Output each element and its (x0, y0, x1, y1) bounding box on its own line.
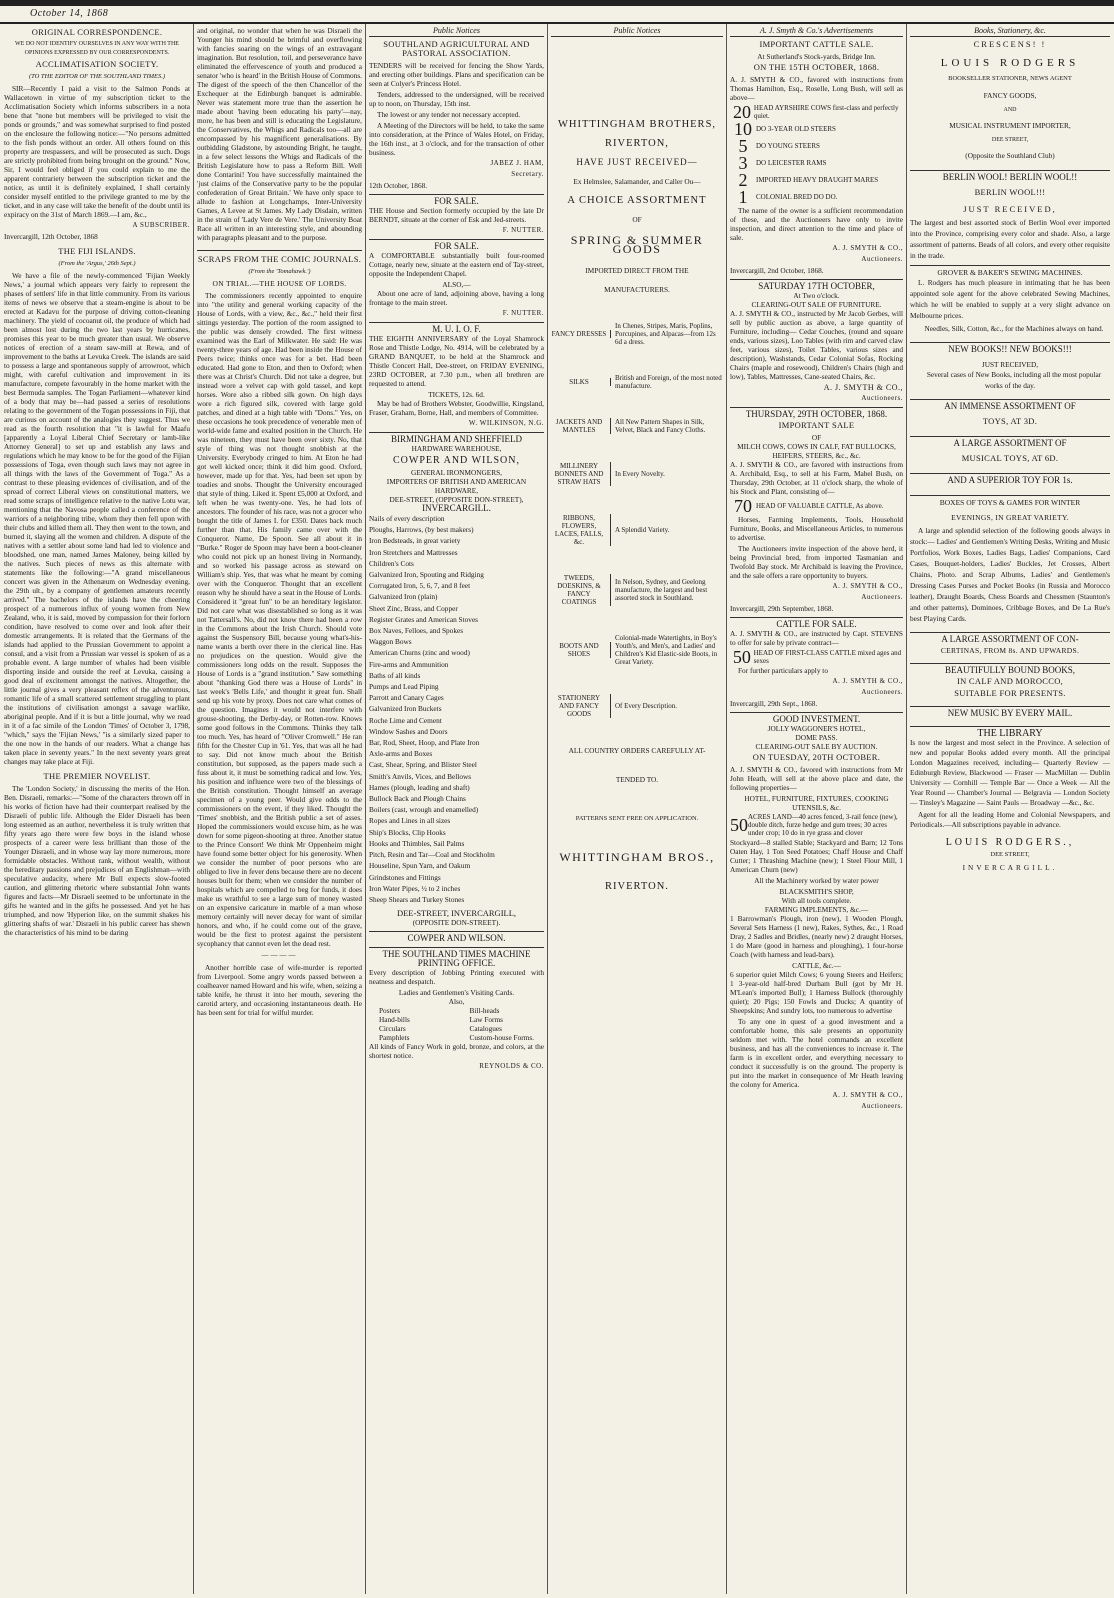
product-row (551, 374, 723, 390)
shop-signature-street: DEE STREET, (990, 851, 1030, 858)
product-text: In Chenes, Stripes, Maris, Poplins, Porcupines, and Alpacas—from 12s 6d a dress. (615, 322, 716, 346)
ad-date: ON TUESDAY, 20TH OCTOBER. (752, 752, 881, 762)
column-title: A. J. Smyth & Co.'s Advertisements (730, 26, 903, 37)
notice-title: THE SOUTHLAND TIMES MACHINE PRINTING OFFICE. (369, 947, 544, 968)
ad-dated: Invercargill, 29th September, 1868. (730, 604, 834, 613)
ad-title: CERTINAS, FROM 8s. AND UPWARDS. (940, 646, 1080, 655)
ad-title: A LARGE ASSORTMENT OF (910, 436, 1110, 448)
print-item: Bill-heads (469, 1006, 500, 1016)
hardware-item: Roche Lime and Cement (369, 715, 442, 725)
lot-row (730, 138, 903, 154)
hardware-item: Children's Cots (369, 558, 414, 568)
ad-time: At Two o'clock. (793, 291, 840, 300)
hardware-item: American Churns (zinc and wood) (369, 648, 470, 658)
choice-heading: A CHOICE ASSORTMENT (567, 195, 707, 206)
lot-text: IMPORTED HEAVY DRAUGHT MARES (756, 176, 879, 184)
notice-title: FOR SALE. (369, 239, 544, 251)
ad-body: To any one in quest of a good investment and a comfortable home, this sale presents an opportunity seldom met with. The hotel commands an excellent business, and has all the conveniences to increase it. The farm is in excellent order, and everything necessary to conduct it successfully is on the ground. The property is put into the market in consequence of Mr Heath leaving the colony for America. (730, 1017, 903, 1089)
shop-street: DEE STREET, (991, 137, 1029, 143)
hardware-item: Ploughs, Harrows, (by best makers) (369, 525, 474, 535)
ships-line: Ex Helmslee, Salamander, and Caller Ou— (573, 177, 701, 186)
print-item: Hand-bills (379, 1015, 410, 1025)
notice-body: THE House and Section formerly occupied by the late Dr BERNDT, situate at the corner of Esk and Jed-streets. (369, 206, 544, 224)
hardware-item: Ropes and Lines in all sizes (369, 816, 451, 826)
product-label: RIBBONS, FLOWERS, LACES, FALLS, &c. (551, 514, 611, 546)
ad-title: IMPORTANT CATTLE SALE. (759, 39, 874, 49)
shop-fancy: FANCY GOODS, (983, 91, 1037, 100)
ad-signature: A. J. SMYTH & CO., (832, 244, 903, 252)
product-row (551, 418, 723, 434)
ad-date: ON THE 15TH OCTOBER, 1868. (753, 62, 880, 72)
ad-title: BOXES OF TOYS & GAMES FOR WINTER (910, 495, 1110, 507)
lot-number: 3 (738, 153, 748, 173)
notice-body: About one acre of land, adjoining above, having a long frontage to the main street. (369, 289, 544, 307)
ad-dated: Invercargill, 2nd October, 1868. (730, 266, 824, 275)
ad-dated: Invercargill, 29th Sept., 1868. (730, 699, 818, 708)
article-subtitle: ON TRIAL.—THE HOUSE OF LORDS. (212, 279, 347, 288)
notice-title: FOR SALE. (369, 194, 544, 206)
hardware-item: Baths of all kinds (369, 670, 421, 680)
firm-address: DEE-STREET, INVERCARGILL, (396, 908, 517, 919)
ad-tools: With all tools complete. (781, 896, 852, 905)
notice-body: A COMFORTABLE substantially built four-roomed Cottage, nearly new, situate at the eastern end of Tay-street, opposite the Independent Chapel. (369, 251, 544, 278)
ad-signature: A. J. SMYTH & CO., (832, 582, 903, 590)
manufacturers-line: MANUFACTURERS. (604, 285, 670, 294)
novelist-body: The 'London Society,' in discussing the merits of the Hon. Ben. Disraeli, remarks:—"Some of the characters thrown off in his works of fiction have had their counterpart realised by the Disraeli of public life. Although the Elder Disraeli has been long esteemed as an author, nevertheless it is truly written that fifty years ago there were few boys in the island whose prospects of a career were less brilliant than those of the Younger Disraeli, and in whose way lay more numerous, more formidable obstacles. Without rank, without wealth, without the hereditary passions and prejudices of an Englishman—with speculative audacity, where Mr Bull expects slow-footed caution, and glittering rhetoric where substantial John wants figures and facts—Mr Disraeli seemed to be unfortunate in the gifts he wanted and in the gifts he possessed. And yet he has triumphed, and now 'Hyperion like, on the summit shakes his glittering shafts of war.' Disraeli in his public career has shewn the characteristics of his mind to be daring (4, 784, 190, 937)
product-label: MILLINERY BONNETS AND STRAW HATS (551, 462, 611, 486)
hardware-item: Galvanized Iron (plain) (369, 592, 438, 602)
notice-cards: Ladies and Gentlemen's Visiting Cards. (398, 988, 515, 998)
notice-date: 12th October, 1868. (369, 181, 428, 190)
ad-machinery: All the Machinery worked by water power (754, 876, 879, 885)
ad-body: Horses, Farming Implements, Tools, Household Furniture, Books, and Miscellaneous Articles, to numerous to advertise. (730, 515, 903, 542)
firm-address: DEE-STREET, (OPPOSITE DON-STREET), (389, 495, 524, 504)
firm-hardware: HARDWARE, (434, 486, 479, 495)
ad-title: IN CALF AND MOROCCO, (956, 676, 1064, 686)
column-whittingham (551, 26, 723, 1592)
hardware-item: Smith's Anvils, Vices, and Bellows (369, 771, 472, 781)
masthead-rule (0, 22, 1114, 24)
ad-title: TOYS, AT 3D. (982, 416, 1038, 426)
column-books (910, 26, 1110, 1592)
firm-town: RIVERTON, (605, 138, 669, 149)
notice-body: A Meeting of the Directors will be held, to take the same into consideration, at the Prince of Wales Hotel, on Friday, the 16th inst., at 3 o'clock, and for the transaction of other business. (369, 121, 544, 157)
ad-title: BERLIN WOOL!!! (974, 187, 1046, 197)
hardware-item: Pumps and Lead Piping (369, 682, 439, 692)
firm-opposite: (OPPOSITE DON-STREET). (412, 918, 501, 928)
ad-title: NEW MUSIC BY EVERY MAIL. (910, 706, 1110, 718)
hardware-item: Fire-arms and Ammunition (369, 659, 449, 669)
article-title: THE PREMIER NOVELIST. (43, 771, 151, 781)
hardware-item: Iron Bedsteads, in great variety (369, 536, 461, 546)
lot-row (730, 172, 903, 188)
notice-signature: JABEZ J. HAM, (490, 159, 544, 167)
lot-number: 50 (730, 815, 748, 835)
ad-title: SATURDAY 17TH OCTOBER, (730, 279, 903, 291)
print-items-right (470, 1006, 534, 1042)
product-text: In Every Novelty. (615, 470, 665, 478)
hardware-item: Bar, Rod, Sheet, Hoop, and Plate Iron (369, 738, 480, 748)
hardware-item: Nails of every description (369, 514, 445, 523)
section-heading: ORIGINAL CORRESPONDENCE. (31, 27, 163, 37)
column-public-notices (369, 26, 544, 1592)
firm-signature-town: RIVERTON. (605, 881, 669, 892)
ad-title: BEAUTIFULLY BOUND BOOKS, (910, 663, 1110, 675)
column-divider (547, 24, 548, 1594)
hardware-item: Corrugated Iron, 5, 6, 7, and 8 feet (369, 581, 471, 591)
notice-body: Tenders, addressed to the undersigned, will be received up to noon, on Thursday, 15th inst. (369, 90, 544, 108)
letter-date: Invercargill, 12th October, 1868 (4, 232, 98, 241)
firm-town: INVERCARGILL. (422, 503, 491, 513)
print-items (369, 1006, 544, 1042)
hardware-item: Galvanized Iron, Spouting and Ridging (369, 570, 484, 580)
hardware-item: Sheep Shears and Turkey Stones (369, 894, 465, 904)
firm-signature: WHITTINGHAM BROS., (559, 850, 715, 864)
ad-title: A LARGE ASSORTMENT OF CON- (910, 632, 1110, 644)
ad-body: 6 superior quiet Milch Cows; 6 young Steers and Heifers; 1 3-year-old half-bred Durham Bull (got by Mr H. M'Lean's imported Bull); 1 Harness Bullock (thoroughly quiet); 20 Pigs; 150 Fowls and Ducks; A quantity of Sheepskins; And sundry lots, too numerous to advertise (730, 970, 903, 1015)
goods-heading: SPRING & SUMMER GOODS (570, 233, 704, 256)
lot-text: HEAD OF VALUABLE CATTLE, As above. (756, 502, 884, 510)
lot-row (730, 155, 903, 171)
article-source: (From the 'Tomahawk.') (248, 268, 311, 275)
lot-row (730, 498, 903, 514)
notice-signature-role: Secretary. (511, 170, 544, 178)
ad-body: Several cases of New Books, including all the most popular works of the day. (926, 370, 1102, 390)
ad-body: A. J. SMYTH & CO., are instructed by Capt. STEVENS to offer for sale by private contract— (730, 629, 903, 647)
product-row (551, 514, 723, 546)
ad-signature-role: Auctioneers. (861, 688, 903, 696)
notice-title: SOUTHLAND AGRICULTURAL AND PASTORAL ASSOCIATION. (383, 39, 530, 58)
ad-title: BERLIN WOOL! BERLIN WOOL!! (910, 170, 1110, 182)
hardware-item: Iron Stretchers and Mattresses (369, 547, 458, 557)
ad-body: The Auctioneers invite inspection of the above herd, it being Provincial bred, from imported Tasmanian and Twofold Bay stock. Mr Archibald is leaving the Province, and the sale offers a rare opportunity to buyers. (730, 544, 903, 580)
product-text: Of Every Description. (615, 702, 678, 710)
fiji-body: We have a file of the newly-commenced 'Fijian Weekly News,' a journal which appears very fairly to represent the phases of settlers' life in that little community. From its various items of news we observe that a steam-engine is about to be erected at Kadavu for the purpose of driving cotton-cleaning machinery. The yield of cocoanut oil, the produce of which had been almost lost during the two last years by hurricanes, promises this year to be much greater than usual. We observe notices of erection of a steam saw-mill at Rewa, and of improvement to the baths at Levuka Creek. The islands are said to possess a large and spontaneous supply of arrowroot, which might, with careful cultivation and improvement in its manufacture, compete favourably in the home market with the best Bermuda samples. The Togan Parliament—whatever kind of a body that may be—had passed a series of resolutions relating to the government of the Togan possessions in Fiji, that are curious on account of the analogies they suggest. Thus we read as the fourth resolution that "it is lawful for Maafu [apparently a Loyal Liberal Chief Secretary or lamb-like Attorney General] to set up and establish any laws and regulations which he may know to be for the good of the Fijian possessions of Toga, even though such laws may not agree in all things with the laws of the Government of Toga." As a contrast to these pleasing evidences of civilisation, and of the spread of correct Liberal views on constitutional matters, we read some scraps of intelligence relative to the native Lotu war, mentioning that the Navosa people called a conference of the warriors of a neighboring tribe, whom they then fell upon with their clubs and killed them all. They then went to the town, and burned it, slaying all the women and children. A dispute of the natives with a settler about some land had led to violence and bloodshed, one man, named James Maloney, being killed by the natives. Such pieces of news as this alternate with statements like the following:—"A grand miscellaneous concert was given in the Athenæum on Wednesday evening, the 29th ult., by a company of gentlemen amateurs recently arrived." The bachelors of the islands have the cheering prospect of a numerous influx of young women from New Zealand, who, it is said, moved by compassion for their forlorn condition, have resolved to come over and look after their domestic arrangements. It is related that the Germans of the islands had applied to the Prussian Government to appoint a consul, and a visit from a Prussian war vessel is spoken of as a probable event. A large number of whales had been visible disporting inside and outside the reef at Levuka, causing a good deal of excitement amongst the natives. Altogether, the little journal gives a very pleasant reflex of the adventurous, romantic life of a small scattered settlement struggling to plant the institutions of civilisation amongst a savage warlike, aboriginal people. And if it is but a little journal, why we read in it of a fac simile of the London 'Times' of October 3, 1798, "which," says the 'Fijian News,' "is a similarly sized paper to the one now in the hands of our readers. What a change has taken place in seventy years." In the next seventy years great changes may take place at Fiji. (4, 271, 190, 766)
lot-text: DO YOUNG STEERS (756, 142, 820, 150)
ad-body: A. J. SMYTH & CO., favored with instructions from Mr John Heath, will sell at the above place and date, the following properties— (730, 765, 903, 792)
product-text: In Nelson, Sydney, and Geelong manufacture, the largest and best assorted stock in Southland. (615, 578, 708, 602)
lot-number: 1 (738, 187, 748, 207)
article-title: SCRAPS FROM THE COMIC JOURNALS. (197, 250, 362, 264)
firm-name: WHITTINGHAM BROTHERS, (557, 119, 717, 130)
ad-pass: DOME PASS. (795, 733, 838, 742)
notice-also: Also, (448, 997, 465, 1007)
lot-number: 5 (738, 136, 748, 156)
ad-signature-role: Auctioneers. (861, 255, 903, 263)
ad-title: NEW BOOKS!! NEW BOOKS!!! (910, 342, 1110, 354)
ad-signature-role: Auctioneers. (861, 593, 903, 601)
notice-signature: F. NUTTER. (502, 226, 544, 234)
product-label: TWEEDS, DOESKINS, & FANCY COATINGS (551, 574, 611, 606)
separator: ———— (261, 951, 298, 959)
ad-body: For further particulars apply to (738, 666, 828, 675)
letter-signature: A SUBSCRIBER. (132, 221, 190, 229)
product-row (551, 634, 723, 666)
column-divider (726, 24, 727, 1594)
notice-body: Every description of Jobbing Printing executed with neatness and despatch. (369, 968, 544, 987)
ad-title: THE LIBRARY (910, 726, 1110, 738)
lot-text: DO 3-YEAR OLD STEERS (756, 125, 836, 133)
lot-text: DO LEICESTER RAMS (756, 159, 827, 167)
wife-body: Another horrible case of wife-murder is reported from Liverpool. Some angry words passed between a coalheaver named Howard and his wife, when, seizing a table knife, he thrust it into her mouth, severing the carotid artery, and occasioning instantaneous death. He has been sent for trial for wilful murder. (197, 963, 362, 1017)
ad-body: A. J. SMYTH & CO., are favored with instructions from A. Archibald, Esq., to sell at his Farm, Mabel Bush, on Thursday, 29th October, at 11 o'clock sharp, the whole of his Stock and Plant, consisting of— (730, 460, 903, 496)
of-line: OF (632, 215, 642, 224)
ad-of: OF (811, 433, 822, 442)
hardware-item: Axle-arms and Boxes (369, 749, 433, 759)
product-row (551, 462, 723, 486)
ad-subtitle: MILCH COWS, COWS IN CALF, FAT BULLOCKS, HEIFERS, STEERS, &c., &c. (737, 442, 896, 460)
notice-signature: W. WILKINSON, N.G. (468, 419, 544, 427)
lot-number: 2 (738, 170, 748, 190)
shop-and: AND (1003, 107, 1017, 113)
article-source: (From the 'Argus,' 26th Sept.) (58, 260, 136, 267)
hardware-item: Galvanized Iron Buckets (369, 704, 442, 714)
product-text: All New Pattern Shapes in Silk, Velvet, Black and Fancy Cloths. (615, 418, 706, 434)
product-row (551, 574, 723, 606)
print-item: Catalogues (469, 1024, 502, 1034)
notice-signature: F. NUTTER. (502, 309, 544, 317)
hardware-item: Waggon Bows (369, 637, 412, 647)
hardware-item: Pitch, Resin and Tar—Coal and Stockholm (369, 850, 495, 860)
hardware-item: Hames (plough, leading and shaft) (369, 782, 470, 792)
ad-signature-role: Auctioneers. (861, 394, 903, 402)
lot-number: 10 (734, 119, 752, 139)
hardware-item: Grindstones and Fittings (369, 872, 441, 882)
received-heading: HAVE JUST RECEIVED— (576, 157, 698, 167)
ad-title: EVENINGS, IN GREAT VARIETY. (951, 513, 1069, 522)
firm-name: COWPER AND WILSON, (393, 455, 520, 466)
product-label: JACKETS AND MANTLES (551, 418, 611, 434)
patterns-line: PATTERNS SENT FREE ON APPLICATION. (575, 815, 699, 822)
hardware-item: Register Grates and American Stoves (369, 614, 479, 624)
ad-place: At Sutherland's Stock-yards, Bridge Inn. (757, 52, 876, 61)
lot-number: 20 (732, 102, 751, 122)
column-correspondence (4, 26, 190, 1592)
masthead (30, 8, 1110, 22)
shop-signature: LOUIS RODGERS., (945, 837, 1075, 848)
ad-body: The largest and best assorted stock of Berlin Wool ever imported into the Province, comprising every color and shade. Also, a large assortment of patterns. Beads of all colors, and every other requisite in the trade. (910, 218, 1110, 260)
ad-hotel: JOLLY WAGGONER'S HOTEL, (767, 724, 866, 733)
disclaimer: WE DO NOT IDENTIFY OURSELVES IN ANY WAY WITH THE OPINIONS EXPRESSED BY OUR CORRESPONDENTS. (15, 41, 179, 56)
article-title: THE FIJI ISLANDS. (58, 246, 136, 256)
column-divider (365, 24, 366, 1594)
print-items-left (379, 1006, 410, 1042)
lot-row (730, 189, 903, 205)
ad-body: The name of the owner is a sufficient recommendation of these, and the Auctioneers have only to invite inspection, and direct attention to the time and place of sale. (730, 206, 903, 242)
crescens-heading: CRESCENS! ! (973, 39, 1047, 49)
notice-tickets: TICKETS, 12s. 6d. (428, 390, 485, 399)
print-item: Law Forms (469, 1015, 503, 1025)
hardware-list (369, 513, 544, 905)
product-row (551, 322, 723, 346)
lot-row (730, 649, 903, 665)
column-smyth (730, 26, 903, 1592)
lot-number: 50 (732, 647, 751, 667)
hardware-item: Parrott and Canary Cages (369, 693, 444, 703)
imported-line: IMPORTED DIRECT FROM THE (585, 266, 689, 275)
product-list (551, 322, 723, 718)
ad-body: A. J. SMYTH & CO., instructed by Mr Jacob Gerbes, will sell by public auction as above, a large quantity of Furniture, including— Cedar Couches, (round and square ends, various sizes), Loo Tables (with rim and carved claw feet, various sizes), Toilet Tables, various sizes and description), Washstands, Cedar Colonial Sofas, Rocking Chairs (maple and rosewood), Children's Chairs (high and low), Tables, Mattresses, Cane-seated Chairs, &c. (730, 309, 903, 381)
firm-role: GENERAL IRONMONGERS, (411, 468, 502, 477)
ad-title: SUITABLE FOR PRESENTS. (954, 688, 1066, 698)
product-text: British and Foreign, of the most noted manufacture. (615, 374, 722, 390)
column-title: Books, Stationery, &c. (910, 26, 1110, 37)
print-item: Posters (379, 1006, 401, 1016)
notice-body: THE EIGHTH ANNIVERSARY of the Loyal Shamrock Rose and Thistle Lodge, No. 4914, will be celebrated by a GRAND BANQUET, to be held at the Shamrock and Thistle Concert Hall, Dee-street, on FRIDAY EVENING, 23RD OCTOBER, at 7.30 p.m., when all brethren are requested to attend. (369, 334, 544, 388)
ad-title: CATTLE FOR SALE. (730, 617, 903, 629)
notice-signature: REYNOLDS & CO. (479, 1062, 544, 1071)
column-title: Public Notices (369, 26, 544, 37)
hardware-item: Hooks and Thimbles, Sail Palms (369, 838, 465, 848)
notice-body: The lowest or any tender not necessary accepted. (377, 110, 521, 119)
ad-properties: HOTEL, FURNITURE, FIXTURES, COOKING UTENSILS, &c. (744, 794, 889, 812)
lot-list (730, 104, 903, 205)
product-label: STATIONERY AND FANCY GOODS (551, 694, 611, 718)
product-label: SILKS (551, 378, 611, 386)
notice-title: BIRMINGHAM AND SHEFFIELD (369, 432, 544, 444)
lot-row (730, 813, 903, 837)
ad-title: AN IMMENSE ASSORTMENT OF (910, 399, 1110, 411)
ad-body: 1 Barrowman's Plough, iron (new), 1 Wooden Plough, Several Sets Harness (1 new), Rakes, Sythes, &c., 1 Road Dray, 2 Sadles and Bridles, (nearly new) 2 draught Horses, 1 do Mare (good in harness and ploughing), 1 four-horse Coach (with harness and lead-bars). (730, 914, 903, 959)
article-subtitle: (TO THE EDITOR OF THE SOUTHLAND TIMES.) (28, 73, 166, 80)
ad-subtitle: IMPORTANT SALE (778, 420, 855, 430)
ad-body: Stockyard—8 stalled Stable; Stackyard and Barn; 12 Tons Oaten Hay, 1 Ton Seed Potatoes; Chaff House and Chaff Cutter; 1 Thrashing Machine (new); 1 Steel Flour Mill, 1 American Churn (new) (730, 838, 903, 874)
ad-title: AND A SUPERIOR TOY FOR 1s. (910, 473, 1110, 485)
ad-body: L. Rodgers has much pleasure in intimating that he has been appointed sole agent for the above celebrated Sewing Machines, which he will be enabled to supply at a very slight advance on Melbourne prices. (910, 278, 1110, 320)
ad-smith: BLACKSMITH'S SHOP, (779, 887, 854, 896)
ad-subtitle: CLEARING-OUT SALE OF FURNITURE. (751, 300, 882, 309)
lot-text: HEAD OF FIRST-CLASS CATTLE mixed ages and sexes (753, 649, 902, 665)
ad-subtitle: CLEARING-OUT SALE BY AUCTION. (755, 742, 878, 751)
shop-music: MUSICAL INSTRUMENT IMPORTER, (949, 121, 1071, 130)
lot-row (730, 104, 903, 120)
notice-title: M. U. I. O. F. (369, 322, 544, 334)
hardware-item: Cast, Shear, Spring, and Blister Steel (369, 760, 477, 770)
hardware-item: Sheet Zinc, Brass, and Copper (369, 603, 458, 613)
ad-body: Is now the largest and most select in the Province. A selection of new and popular Books added every month. All the principal London Magazines received, including— Quarterly Review — Edinburgh Review, Blackwood — Fraser — MacMillan — Dublin University — Cornhill — Temple Bar — Once a Week — All the Year Round — Chamber's Journal — Belgravia — London Society — Tinsley's Magazine — Saint Pauls — Broadway —&c., &c. (910, 738, 1110, 807)
hardware-item: Bullock Back and Plough Chains (369, 794, 466, 804)
ad-body: Agent for all the leading Home and Colonial Newspapers, and Periodicals.—All subscriptions payable in advance. (910, 810, 1110, 829)
country-orders: ALL COUNTRY ORDERS CAREFULLY AT- (568, 746, 706, 755)
ad-just-received: JUST RECEIVED, (981, 360, 1039, 369)
column-divider (193, 24, 194, 1594)
column-divider (906, 24, 907, 1594)
product-label: BOOTS AND SHOES (551, 642, 611, 658)
ad-signature: A. J. SMYTH & CO., (823, 383, 903, 392)
shop-name: LOUIS RODGERS (940, 57, 1080, 69)
hardware-item: Window Sashes and Doors (369, 726, 448, 736)
hardware-item: Boilers (cast, wrough and enamelled) (369, 805, 479, 815)
ad-body: Needles, Silk, Cotton, &c., for the Machines always on hand. (924, 324, 1104, 333)
ad-title: THURSDAY, 29TH OCTOBER, 1868. (730, 407, 903, 419)
top-border (0, 0, 1114, 6)
hardware-item: Houseline, Spun Yarn, and Oakum (369, 861, 471, 871)
notice-body: TENDERS will be received for fencing the Show Yards, and erecting other buildings. Plans and specification can be seen at Colyer's Princess Hotel. (369, 61, 544, 88)
column-scraps (197, 26, 362, 1592)
article-title: ACCLIMATISATION SOCIETY. (35, 59, 159, 69)
shop-trade: BOOKSELLER STATIONER, NEWS AGENT (948, 75, 1072, 82)
lot-text: ACRES LAND—40 acres fenced, 3-rail fence (new), double ditch, furze hedge and gum trees; 30 acres under crop; 10 do in rye grass and clover (748, 813, 898, 837)
lot-number: 70 (734, 496, 752, 516)
ad-just-received: JUST RECEIVED, (963, 204, 1057, 214)
ad-title: MUSICAL TOYS, AT 6D. (961, 453, 1059, 463)
ad-title: GROVER & BAKER'S SEWING MACHINES. (910, 265, 1110, 277)
ad-body: A. J. SMYTH & CO., favored with instructions from Thomas Hamilton, Esq., Roselle, Long Bush, will sell as above— (730, 75, 903, 102)
shop-opposite: (Opposite the Southland Club) (965, 151, 1055, 160)
continued-body: and original, no wonder that when he was Disraeli the Younger his mind should be brimful and overflowing with fancies soaring on the wings of an extravagant imagination. But resolution, toil, and perseverance have eliminated the effervescence of youth and produced a senator 'who is heard' in the British House of Commons. The digest of the speech of the then Chancellor of the Exchequer at the Edinburgh banquet is admirable. Never was statement more true than the assertion he made about 'having been educating his party'—nay, more, he has been and still is educating the Legislature, the Conservatives, the Whigs and Radicals too—all are encompassed by his magnificent generalisations. By outbidding Gladstone, by astounding Bright, he taught, in a few select lessons the Whigs and Radicals of the British Legislature how to pass a Reform Bill. Well done Contarini! You have successfully maintained the 'just claims of the Conservative party to be the popular confederation of Great Britain.' We have only space to allude to fashion at Longchamps, Inter-University Games, A Levee at St James. My Lady Disdain, written in the strain of 'Lady Vere de Vere.' The University Boat Race all written in an interesting style, and abounding with paragraphs pleasant and to the purpose. (197, 26, 362, 242)
ad-cattle: CATTLE, &c.— (792, 961, 841, 970)
ad-signature: A. J. SMYTH & CO., (832, 677, 903, 685)
issue-date: October 14, 1868 (30, 8, 109, 19)
column-title: Public Notices (551, 26, 723, 37)
trial-body: The commissioners recently appointed to enquire into "the utility and general working capacity of the House of Lords, with a view, &c., &c.," held their first sittings yesterday. The portion of the room assigned to the public was densely crowded. The first witness examined was the Earl of Milkwater. He said: He was twenty-three years of age. Had been inside the House of Peers twice; thinks once was for a bet. Had been educated. Had gone to Eton, and then to Oxford; when there was at Christ's Church. Did not take a degree, but instead wore a velvet cap with gold tassel, and kept horses. Wore also a ribbed silk gown. On high days wore a rich figured silk, covered with large gold patches, and dined at a high table with "Dons." Yes, on these occasions he took precedence of venerable men of world-wide fame and exalted position in the Church. He was nineteen, they must have been over sixty. No, that style of thing was not thought snobbish at the University. Everybody cringed to him. At Eton he had got well kicked once; think it did him good. Oxford, however, made up for that. Yes, had been set upon by toadies and snobs. Thought the University encouraged that style of thing. Liked it. Spent £5,000 at Oxford, and left when he was twenty-one. Yes, he had lots of ancestors. The founder of his race, was not a grocer who bought the title of James I. for £350. Dates back much further than that. His family came over with the Conqueror. Name, De Spoon. See all about it in "Burke." Roger de Spoon may have been a boot-cleaner who could not pick up an honest living in Normandy, and so worked his passage across as steward on William's ship. Yes, that was what he meant by coming over with the Conqueror. Thought that an excellent reason why he should have a seat in the House of Lords. Considered it "great fun" to be an hereditary legislator. Did not care what was disestablished so long as it was not Tattersall's. No, did not know there had been a row in the Commons about the Irish Church. Should vote against the Suspensory Bill, because young what's-his-name wants a berth over there in the clerical line. Has no prejudices on the question. Would give the commissioners long odds on the result. Supposes the House of Lords is a "grand institution." Saw something about "thanking God there was a House of Lords" in last week's 'Bells Life,' and thought it great fun. Shall send up his vote by proxy. Does not care what comes of the question. Imagines it would not interfere with grouse-shooting, the Derby-day, or Rotten-row. Knows some good follows in the Commons. Thinks they talk too much. Yes, has heard of "Oliver Cromwell." He ran fifth for the Chester Cup in '61. Yes, that was all he had to say. Did not know much about the British constitution, but supposed, as the papers made such a fuss about it, it must be something radical and low. Yes, his position and influence were two of the blessings of the British constitution. Thought himself an average specimen of a young peer. Would give odds to the commissioners on the event, if they liked. Thought the 'Times' snobbish, and the British public a set of asses. Hoped the commissioners would excuse him, as he was down for some pigeon-shooting at three. Another statue to the Prince Consort! We think Mr Oppenheim might have found some better object for his generosity. When we consider the number of poor persons who are obliged to live in fever dens because there are no decent houses built for them; when we consider the number of hospitals which are compelled to beg for funds, it does make us wrathful to see a large sum of money wasted on an expensive caricature in marble of a man whose memory certainly will never decay for want of similar honors, and who, if he could come out of the grave, would be the first to protest against the persistent sycophancy that cannot even let the dead rest. (197, 291, 362, 948)
ad-title: GOOD INVESTMENT. (730, 712, 903, 724)
hardware-item: Ship's Blocks, Clip Hooks (369, 827, 446, 837)
print-item: Circulars (379, 1024, 406, 1034)
hardware-item: Box Naves, Felloes, and Spokes (369, 626, 464, 636)
notice-subtitle: HARDWARE WAREHOUSE, (411, 444, 502, 453)
product-text: Colonial-made Watertights, in Boy's Youth's, and Men's, and Ladies' and Children's Kid Elastic-side Boots, in Great Variety. (615, 634, 718, 666)
ad-farm: FARMING IMPLEMENTS, &c.— (764, 905, 869, 914)
product-row (551, 694, 723, 718)
print-item: Pamphlets (379, 1033, 410, 1043)
notice-body: All kinds of Fancy Work in gold, bronze, and colors, at the shortest notice. (369, 1042, 544, 1061)
shop-signature-town: INVERCARGILL. (962, 863, 1058, 872)
lot-text: HEAD AYRSHIRE COWS first-class and perfectly quiet. (753, 104, 899, 120)
letter-body: SIR—Recently I paid a visit to the Salmon Ponds at Wallacetown in virtue of my subscription ticket to the Acclimatisation Society which informs subscribers in a nota bene that "none but members will be privileged to visit the ponds or grounds," and was somewhat surprised to find posted on the enclosure the following notice:—"No persons admitted to the fish ponds without an order. All others found on this property are trespassers, and will be prosecuted as such. Dogs are strictly prohibited from being brought on the ground." Now, Sir, I would feel obliged if you could explain to me the apparent contrariety between the subscription ticket and the notice, as until it is definitely explained, I shall certainly consider myself entitled to the privilege granted to me by the ticket, and in any case will take the benefit of the doubt until its expiracy on the 31st of March 1869.—I am, &c., (4, 84, 190, 219)
ad-signature: A. J. SMYTH & CO., (832, 1091, 903, 1099)
lot-text: COLONIAL BRED DO DO. (756, 193, 838, 201)
tended-line: TENDED TO. (615, 775, 659, 784)
firm-imports: IMPORTERS OF BRITISH AND AMERICAN (386, 477, 527, 486)
lot-row (730, 121, 903, 137)
notice-also: ALSO,— (442, 280, 471, 289)
ad-body: A large and splendid selection of the following goods always in stock:— Ladies' and Gentlemen's Writing Desks, Writing and Music Portfolios, Work Boxes, Ladies Bags, Ladies' Companions, Card Cases, Bouquet-holders, Ladies' Buckles, Jet Crosses, Albert Chains, Photo. and Scrap Albums, Ladies' and Gentlemen's Dressing Cases Purses and Pocket Books (in Russia and Morocco leather), Draught Boards, Chess Boards and Chessmen (Staunton's and other patterns), Dominoes, Cribbage Boxes, and De La Rue's best Playing Cards. (910, 526, 1110, 623)
print-item: Custom-house Forms. (469, 1033, 534, 1043)
ad-signature-role: Auctioneers. (861, 1102, 903, 1110)
firm-signature: COWPER AND WILSON. (369, 931, 544, 943)
notice-body: May be had of Brothers Webster, Goodwillie, Kingsland, Fraser, Graham, Borne, Hall, and members of Committee. (369, 399, 544, 417)
product-text: A Splendid Variety. (615, 526, 670, 534)
hardware-item: Iron Water Pipes, ½ to 2 inches (369, 883, 461, 893)
product-label: FANCY DRESSES (551, 330, 611, 338)
